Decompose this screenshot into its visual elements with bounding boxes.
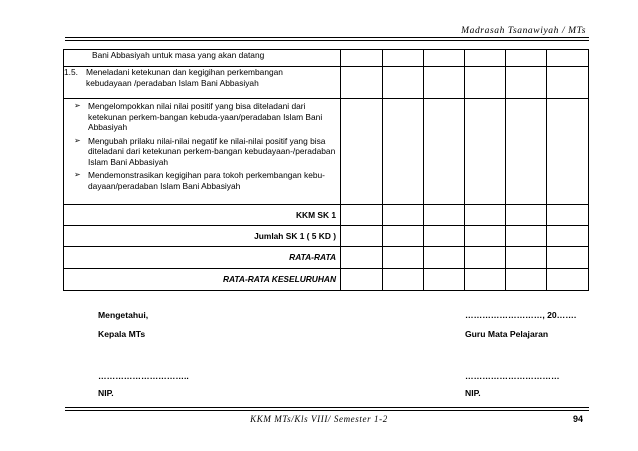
table-row (64, 205, 589, 226)
arrow-bullet-icon: ➢ (74, 135, 81, 145)
page-number: 94 (572, 414, 583, 424)
right-signature-dots: …………………………… (465, 371, 560, 381)
list-item: ➢ Mengelompokkan nilai nilai positif yang bisa diteladani dari ketekunan perkem-bangan kebuda-yaan/peradaban Islam Bani Abbasiyah (64, 101, 340, 133)
list-item: ➢ Mengubah prilaku nilai-nilai negatif ke nilai-nilai positif yang bisa diteladani dari ketekunan perkem-bangan kebudayaan-/peradaban Islam Bani Abbasiyah (64, 136, 340, 168)
guru-label: Guru Mata Pelajaran (465, 329, 549, 339)
header-title: Madrasah Tsanawiyah / MTs (461, 26, 586, 36)
table-row (64, 99, 589, 205)
footer-title: KKM MTs/Kls VIII/ Semester 1-2 (250, 414, 388, 424)
table-row (64, 50, 589, 67)
footer-rule-thin (65, 407, 589, 408)
table-row (64, 269, 589, 291)
kd-text-line2: kebudayaan /peradaban Islam Bani Abbasiyah (86, 77, 259, 88)
mengetahui-label: Mengetahui, (98, 310, 149, 320)
left-signature-dots: ………………………….. (98, 371, 189, 381)
rata-rata-keseluruhan-label: RATA-RATA KESELURUHAN (64, 269, 341, 291)
table-row (64, 226, 589, 247)
kd-number: 1.5. (64, 67, 78, 77)
row-description: Bani Abbasiyah untuk masa yang akan datang (64, 50, 341, 67)
kepala-mts-label: Kepala MTs (98, 329, 146, 339)
table-row (64, 67, 589, 99)
indicator-list (64, 99, 341, 205)
arrow-bullet-icon: ➢ (74, 170, 81, 179)
header-rule (65, 37, 589, 38)
right-nip-label: NIP. (465, 388, 481, 398)
footer-rule (65, 410, 589, 411)
rata-rata-label: RATA-RATA (64, 247, 341, 269)
kkm-label: KKM SK 1 (64, 205, 341, 226)
row-description (64, 67, 341, 99)
header-rule-thin (65, 40, 589, 41)
kd-text-line1: Meneladani ketekunan dan kegigihan perkembangan (86, 67, 283, 77)
left-nip-label: NIP. (98, 388, 114, 398)
table-row (64, 247, 589, 269)
jumlah-label: Jumlah SK 1 ( 5 KD ) (64, 226, 341, 247)
list-item: ➢ Mendemonstrasikan kegigihan para tokoh perkembangan kebu-dayaan/peradaban Islam Bani Abbasiyah (64, 170, 340, 191)
date-placeholder: ………………………, 20……. (465, 310, 577, 320)
kkm-table (63, 49, 589, 291)
arrow-bullet-icon: ➢ (74, 101, 81, 110)
